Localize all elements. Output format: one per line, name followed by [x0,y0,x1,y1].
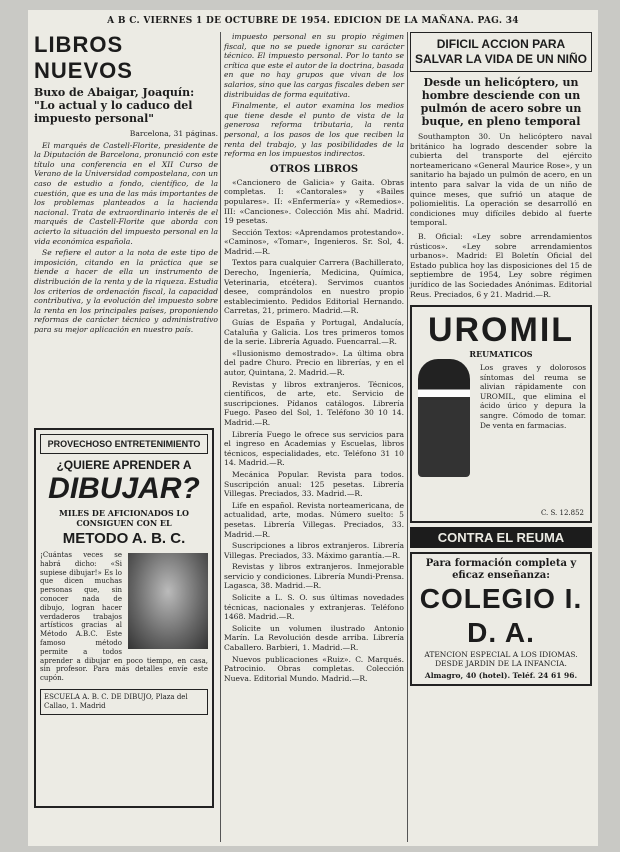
right-column [410,32,592,686]
ad-headline-main: DIBUJAR? [48,472,200,505]
listing: Nuevos publicaciones «Ruiz». C. Marqués. Patrocinio. Obras completas. Colección Nueva. Editorial Mundo. Madrid.—R. [224,654,404,683]
otros-libros-title: OTROS LIBROS [269,163,359,175]
book-title: Buxo de Abaigar, Joaquín: "Lo actual y lo caduco del impuesto personal" [34,86,195,125]
colegio-ad [410,552,592,686]
colegio-address: Almagro, 40 (hotel). Teléf. 24 61 96. [424,671,578,681]
news-subtitle: Desde un helicóptero, un hombre desciende con un pulmón de acero sobre un buque, en pleno temporal [420,76,582,128]
uromil-code: C. S. 12.852 [540,509,584,518]
ad-line: MILES DE AFICIONADOS LO CONSIGUEN CON EL [59,508,189,528]
listing: Revistas y libros extranjeros. Técnicos, científicos, de arte, etc. Servicio de suscripciones. Pídanos catálogos. Librería Fuego. Paseo del Sol, 1. Teléfono 30 10 14. Madrid.—R. [224,379,404,427]
nurse-illustration [418,359,470,477]
listing: Guías de España y Portugal, Andalucía, Cataluña y Galicia. Los tres primeros tomos de la serie. Librería Aguado. Fuencarral.—R. [224,318,404,347]
ad-headline: ¿QUIERE APRENDER A [56,458,192,472]
news-body: Southampton 30. Un helicóptero naval británico ha logrado descender sobre la cubierta del transporte del ejército norteamericano «General Maurice Rose», y un sanitario ha bajado un pulmón de acero, en un intento para salvar la vida de un niño de quince meses, que sufrió un ataque de poliomielitis. La operación se desarrolló en condiciones muy difíciles debido al fuerte temporal. [410,132,592,228]
ad-coupon[interactable] [40,689,208,715]
colegio-lead: Para formación completa y eficaz enseñanza: [425,558,577,582]
listing: Sección Textos: «Aprendamos protestando». «Caminos», «Tomar», Ingenieros. Sr. Sol, 4. Madrid.—R. [224,227,404,256]
article-paragraph: El marqués de Castell-Florite, presidente de la Diputación de Barcelona, pronunció con este título una conferencia en el XII Curso de Verano de la Universidad compostelana, con un caso de estudio a fondo, científico, de la cuestión, que es una de las más importantes de los problemas planteados a la hacienda nacional. Trata de extraordinario interés de el marqués de Castell-Florite que aborda con acierto la situación del impuesto personal en la vida económica española. [34,140,218,246]
section-title: LIBROS NUEVOS [34,32,133,83]
column-divider [220,32,221,842]
man-portrait-image [128,553,208,649]
listing: Life en español. Revista norteamericana, de actualidad, arte, modas. Número suelto: 5 pesetas. Librería Villegas. Preciados, 33. Madrid.—R. [224,500,404,539]
article-paragraph: Barcelona, 31 páginas. [129,129,218,138]
left-column [34,32,218,336]
coupon-text: ESCUELA A. B. C. DE DIBUJO, Plaza del Callao, 1. Madrid [44,692,188,710]
uromil-ad [410,305,592,523]
ad-kicker-box [40,434,208,454]
uromil-tag: REUMATICOS [469,349,533,360]
drawing-course-ad [34,428,214,808]
listing: Librería Fuego le ofrece sus servicios para el ingreso en Academias y Escuelas, libros técnicos, especialidades, etc. Teléfono 31 10 14. Madrid.—R. [224,429,404,468]
colegio-note: ATENCION ESPECIAL A LOS IDIOMAS. DESDE JARDIN DE LA INFANCIA. [424,650,578,669]
contra-reuma-bar: CONTRA EL REUMA [410,527,592,548]
article-paragraph: impuesto personal en su propio régimen fiscal, que no se puede ignorar su carácter técnico. El impuesto personal. Por lo tanto se crítica que este el autor de la doctrina, basada en que no hay grupos que vivan de los salarios, sino que las cargas fiscales deben ser distribuidas de forma equitativa. [224,32,404,99]
listing: «Cancionero de Galicia» y Gaita. Obras completas. I: «Cantorales» y «Bailes populares». II: «Enfermería» y «Remedios». III: «Canciones». Colección Mis ahí. Madrid. 19 pesetas. [224,177,404,226]
middle-column [224,32,404,685]
uromil-brand: UROMIL [427,311,575,350]
newspaper-page [28,10,598,846]
news-title: DIFICIL ACCION PARA SALVAR LA VIDA DE UN NIÑO [415,37,588,66]
gov-body: B. Oficial: «Ley sobre arrendamientos rústicos». «Ley sobre arrendamientos urbanos». Madrid: El Boletín Oficial del Estado publica hoy las disposiciones del 15 de septiembre de 1954, Ley sobre régimen jurídico de las Sociedades Anónimas. Editorial Reus. Preciados, 6 y 21. Madrid.—R. [410,231,592,299]
article-paragraph: Finalmente, el autor examina los medios que tiene desde el punto de vista de la generosa reforma tributaria, la renta personal, a los pasos de los que reciben la renta del trabajo, y las posibilidades de la reforma en los impuestos indirectos. [224,101,404,159]
listing: Mecánica Popular. Revista para todos. Suscripción anual: 125 pesetas. Librería Villegas. Preciados, 33. Madrid.—R. [224,469,404,499]
ad-kicker: PROVECHOSO ENTRETENIMIENTO [47,439,201,449]
column-divider [407,32,408,842]
article-paragraph: Se refiere el autor a la nota de este tipo de imposición, citando en la práctica que se tiende a hacer de ella un instrumento de distribución de la renta y de la riqueza. Estudia los criterios de ordenación fiscal, la capacidad contributiva, y la evolución del impuesto sobre la renta en los principales países, proponiendo reformas de carácter técnico y administrativo para su mejor aplicación en nuestro país. [34,248,218,334]
listing: Solicite a L. S. O. sus últimas novedades técnicas, nacionales y extranjeras. Teléfono 1468. Madrid.—R. [224,593,404,622]
ad-method: METODO A. B. C. [62,530,186,547]
listing: Solicite un volumen ilustrado Antonio Marín. La Revolución desde arriba. Librería Caballero. Barbieri, 1. Madrid.—R. [224,623,404,653]
ad-body: ¡Cuántas veces se habrá dicho: «Si supiese dibujar!» Es lo que dicen muchas personas que, sin conocer nada de dibujo, logran hacer verdaderos trabajos artísticos gracias al Método A.B.C. Este famoso método permite a todos aprender a dibujar en poco tiempo, en casa, sin profesor. Para más detalles envíe este cupón. [40,551,208,683]
news-title-box [410,32,592,72]
uromil-body: Los graves y dolorosos síntomas del reuma se alivian rápidamente con UROMIL, que elimina el ácido úrico y depura la sangre. Cómodo de tomar. De venta en farmacias. [480,363,586,430]
listing: Textos para cualquier Carrera (Bachillerato, Derecho, Ingeniería, Medicina, Química, Veterinaria, etcétera). Servimos cuantos desee, comprándolos en nuestro propio establecimiento. Pedidos Editorial Hernando. Carretas, 21, primero. Madrid.—R. [224,258,404,316]
colegio-name: COLEGIO I. D. A. [419,583,583,649]
listing: «Ilusionismo demostrado». La última obra del padre Churo. Precio en librerías, y en el autor, Quintana, 2. Madrid.—R. [224,348,404,377]
page-header: A B C. VIERNES 1 DE OCTUBRE DE 1954. EDICION DE LA MAÑANA. PAG. 34 [107,16,519,26]
listing: Suscripciones a libros extranjeros. Librería Villegas. Preciados, 33. Máximo garantía.—R. [224,541,404,560]
listing: Revistas y libros extranjeros. Inmejorable servicio y condiciones. Librería Mundi-Prensa. Lagasca, 38. Madrid.—R. [224,562,404,591]
